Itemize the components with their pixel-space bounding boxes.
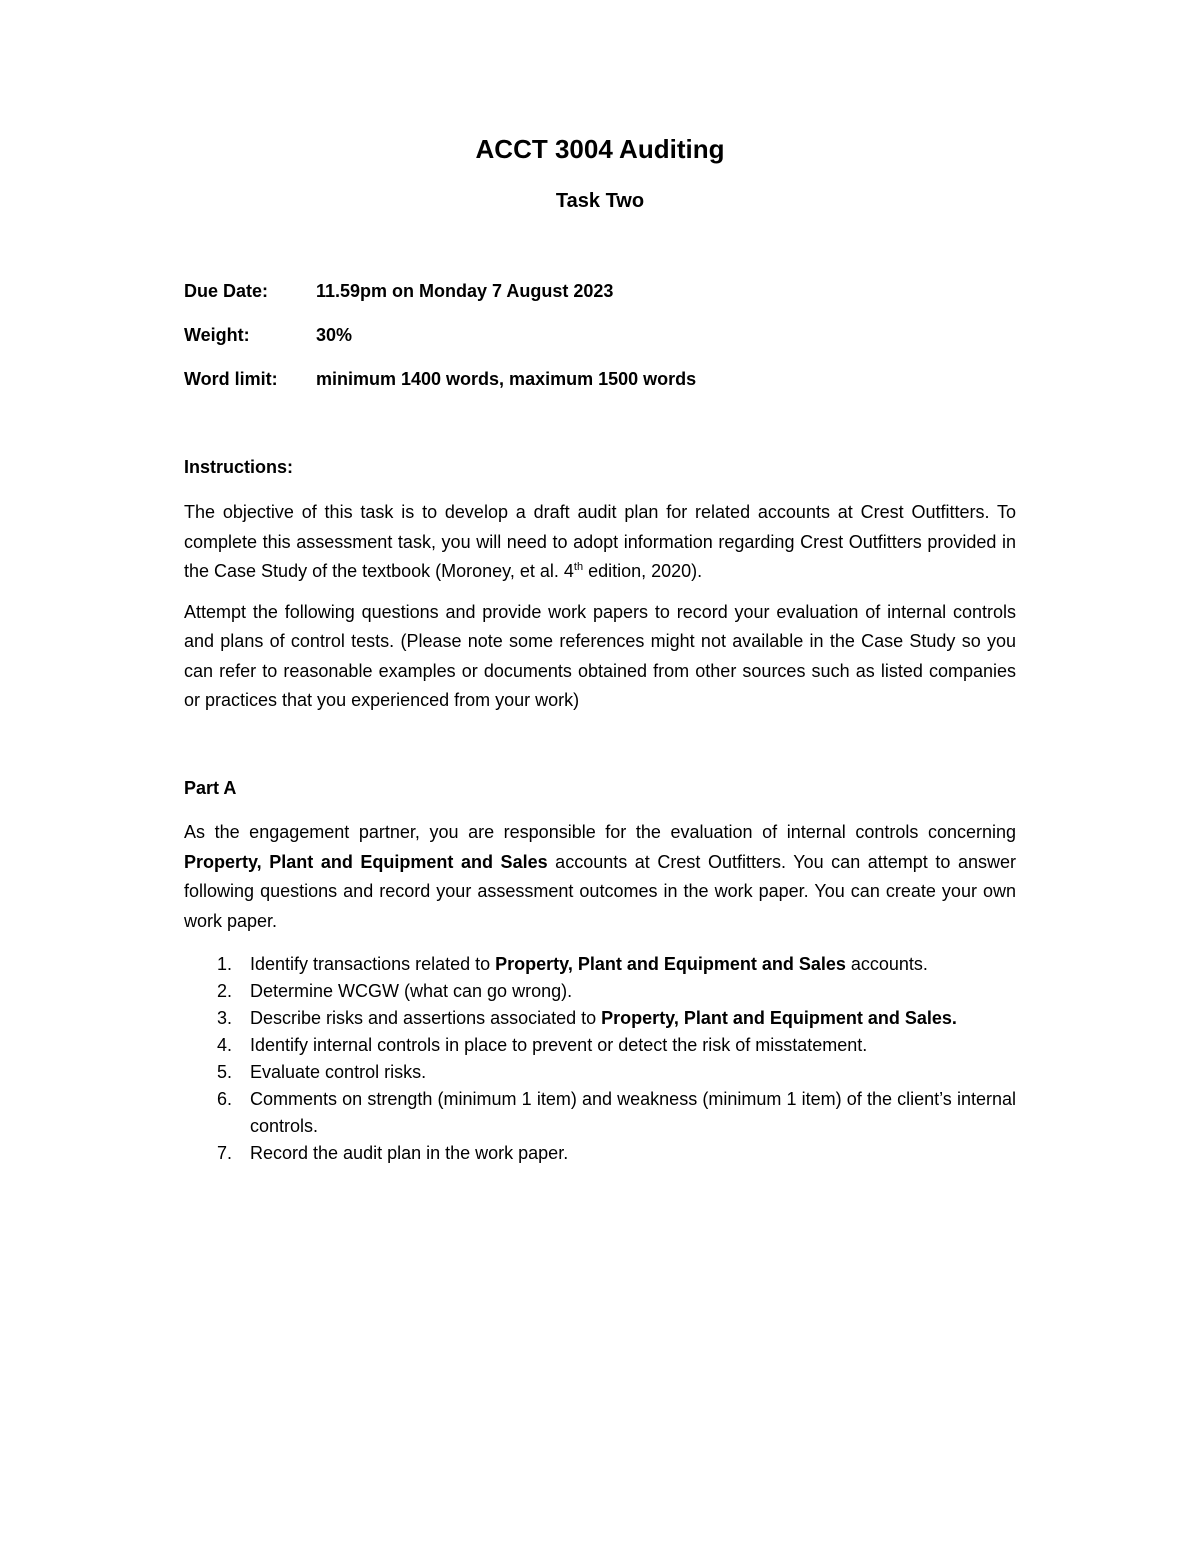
question-number: 5. xyxy=(217,1062,233,1082)
weight-value: 30% xyxy=(316,325,353,345)
question-text: Describe risks and assertions associated to xyxy=(250,1008,602,1028)
instructions-paragraph-1-text: The objective of this task is to develop a draft audit plan for related accounts at Crest Outfitters. To complete this assessment task, you will need to adopt information regarding Crest Outfitters provided in the Case Study of the textbook (Moroney, et al. 4 xyxy=(184,502,1016,581)
list-item xyxy=(184,1059,1016,1086)
question-number: 7. xyxy=(217,1143,233,1163)
assessment-details xyxy=(184,281,1024,413)
question-number: 4. xyxy=(217,1035,233,1055)
question-text: Identify transactions related to xyxy=(250,954,496,974)
word-limit-value: minimum 1400 words, maximum 1500 words xyxy=(316,369,697,389)
question-emphasis: Property, Plant and Equipment and Sales. xyxy=(601,1008,957,1028)
question-text-end: accounts. xyxy=(845,954,928,974)
list-item xyxy=(184,1140,1016,1167)
question-number: 3. xyxy=(217,1008,233,1028)
part-a-questions xyxy=(184,951,1016,1167)
instructions-body xyxy=(184,498,1016,716)
part-a-intro-accounts: Property, Plant and Equipment and Sales xyxy=(184,851,548,872)
document-subtitle: Task Two xyxy=(555,190,645,212)
word-limit-row xyxy=(184,369,1024,413)
question-text: Identify internal controls in place to prevent or detect the risk of misstatement. xyxy=(250,1035,868,1055)
due-date-value: 11.59pm on Monday 7 August 2023 xyxy=(316,281,614,301)
document-title: ACCT 3004 Auditing xyxy=(475,134,725,164)
list-item xyxy=(184,951,1016,978)
word-limit-label: Word limit: xyxy=(184,369,278,389)
list-item xyxy=(184,978,1016,1005)
part-a-heading: Part A xyxy=(184,778,237,798)
list-item xyxy=(184,1032,1016,1059)
question-text: Evaluate control risks. xyxy=(250,1062,427,1082)
question-text: Comments on strength (minimum 1 item) and weakness (minimum 1 item) of the client’s internal controls. xyxy=(250,1089,1016,1136)
due-date-label: Due Date: xyxy=(184,281,269,301)
question-number: 2. xyxy=(217,981,233,1001)
part-a-intro-text-end: accounts at Crest Outfitters. You can attempt to answer following questions and record your assessment outcomes in the work paper. You can create your own work paper. xyxy=(184,851,1016,931)
list-item xyxy=(184,1005,1016,1032)
question-text: Determine WCGW (what can go wrong). xyxy=(250,981,573,1001)
instructions-paragraph-1-end: edition, 2020). xyxy=(583,561,703,581)
question-emphasis: Property, Plant and Equipment and Sales xyxy=(495,954,846,974)
weight-row xyxy=(184,325,1024,369)
instructions-heading: Instructions: xyxy=(184,457,294,477)
list-item xyxy=(184,1086,1016,1140)
ordinal-suffix: th xyxy=(573,561,584,573)
weight-label: Weight: xyxy=(184,325,250,345)
question-number: 6. xyxy=(217,1089,233,1109)
part-a-intro xyxy=(184,818,1016,936)
question-number: 1. xyxy=(217,954,233,974)
instructions-paragraph-2: Attempt the following questions and provide work papers to record your evaluation of internal controls and plans of control tests. (Please note some references might not available in the Case Study so you can refer to reasonable examples or documents obtained from other sources such as listed companies or practices that you experienced from your work) xyxy=(184,601,1016,710)
instructions-paragraph-1 xyxy=(184,498,1016,587)
part-a-intro-text: As the engagement partner, you are responsible for the evaluation of internal controls concerning xyxy=(184,822,1016,842)
question-text: Record the audit plan in the work paper. xyxy=(250,1143,569,1163)
due-date-row xyxy=(184,281,1024,325)
part-a-intro-paragraph xyxy=(184,818,1016,936)
